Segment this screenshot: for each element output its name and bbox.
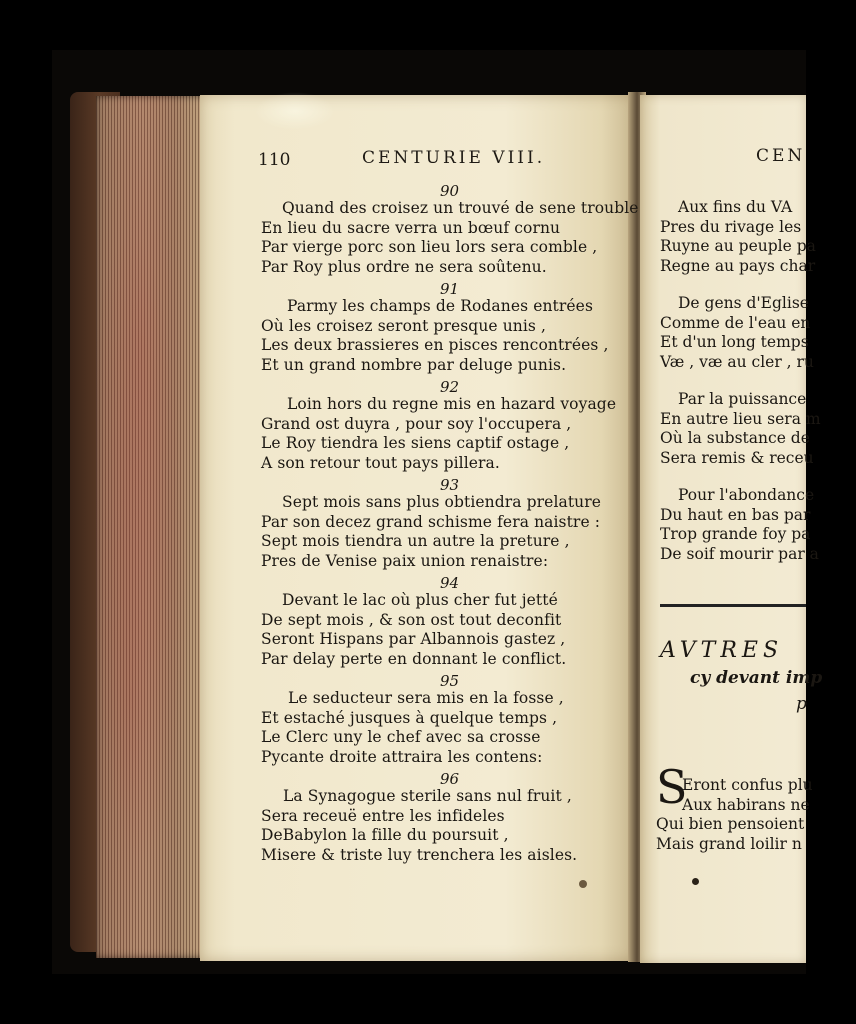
section-rule [660,604,806,607]
verse-line: Sera receuë entre les infideles [261,806,505,825]
quatrain-number: 94 [440,574,460,592]
verse-line: Comme de l'eau en [660,313,811,332]
stain-top [255,92,335,130]
verse-line: Aux fins du VA [678,198,793,216]
verse-line: Par la puissance [678,390,807,408]
verse-line: Eront confus plu [682,776,813,794]
right-running-head: CEN [756,146,806,166]
wormhole [579,880,587,888]
section-subtitle: cy devant imp [690,668,823,688]
verse-line: Par vierge porc son lieu lors sera comble , [261,238,598,257]
verse-line: Et estaché jusques à quelque temps , [261,708,558,727]
section-title: AVTRES [660,638,784,663]
section-subtitle-2: p [796,694,807,714]
verse-line: Le Clerc uny le chef avec sa crosse [261,728,541,747]
verse-line: En autre lieu sera m [660,409,821,428]
verse-line: Le seducteur sera mis en la fosse , [288,689,564,707]
verse-line: Où la substance de [660,429,810,448]
verse-line: DeBabylon la fille du poursuit , [261,826,509,845]
wormhole [692,878,699,885]
verse-line: Grand ost duyra , pour soy l'occupera , [261,414,572,433]
verse-line: Sept mois sans plus obtiendra prelature [282,493,602,511]
verse-line: En lieu du sacre verra un bœuf cornu [261,218,561,237]
quatrain-number: 91 [440,280,460,298]
verse-line: Loin hors du regne mis en hazard voyage [287,395,617,413]
verse-line: Pour l'abondance [678,486,815,504]
verse-line: Sera remis & receu [660,448,814,467]
page-number: 110 [258,150,291,170]
verse-line: Quand des croisez un trouvé de sene trouble [282,199,639,217]
verse-line: Sept mois tiendra un autre la preture , [261,532,570,551]
verse-line: Mais grand loilir n [656,834,802,853]
verse-line: De gens d'Eglise [678,294,809,312]
page-fore-edge [96,96,210,958]
verse-line: Trop grande foy pa [660,525,811,544]
quatrain-number: 92 [440,378,460,396]
verse-line: Pres de Venise paix union renaistre: [261,551,549,570]
verse-line: Et d'un long temps [660,333,809,352]
verse-line: Pycante droite attraira les contens: [261,747,543,766]
verse-line: Regne au pays char [660,256,816,275]
verse-line: Les deux brassieres en pisces rencontrées , [261,336,609,355]
verse-line: Et un grand nombre par deluge punis. [261,355,567,374]
verse-line: Où les croisez seront presque unis , [261,316,547,335]
quatrain-number: 95 [440,672,460,690]
verse-line: Qui bien pensoient [656,815,805,833]
quatrain-number: 96 [440,770,460,788]
quatrain-number: 90 [440,182,460,200]
verse-line: Ruyne au peuple pa [660,237,816,256]
running-head: CENTURIE VIII. [362,148,546,168]
verse-line: Par delay perte en donnant le conflict. [261,649,567,668]
verse-line: Pres du rivage les [660,217,802,236]
verse-line: A son retour tout pays pillera. [261,453,500,472]
verse-line: De sept mois , & son ost tout deconfit [261,610,562,629]
quatrain-number: 93 [440,476,460,494]
verse-line: La Synagogue sterile sans nul fruit , [283,787,572,805]
verse-line: Væ , væ au cler , ru [660,352,814,371]
verse-line: Parmy les champs de Rodanes entrées [287,297,593,315]
verse-line: Misere & triste luy trenchera les aisles. [261,845,578,864]
verse-line: Seront Hispans par Albannois gastez , [261,630,566,649]
verse-line: Par son decez grand schisme fera naistre : [261,512,601,531]
verse-line: Du haut en bas par [660,505,811,524]
verse-line: Le Roy tiendra les siens captif ostage , [261,434,570,453]
verse-line: Par Roy plus ordre ne sera soûtenu. [261,257,547,276]
verse-line: Devant le lac où plus cher fut jetté [282,591,558,609]
verse-line: Aux habirans ne [682,795,810,814]
verse-line: De soif mourir par a [660,544,819,563]
drop-cap: S [656,760,688,814]
